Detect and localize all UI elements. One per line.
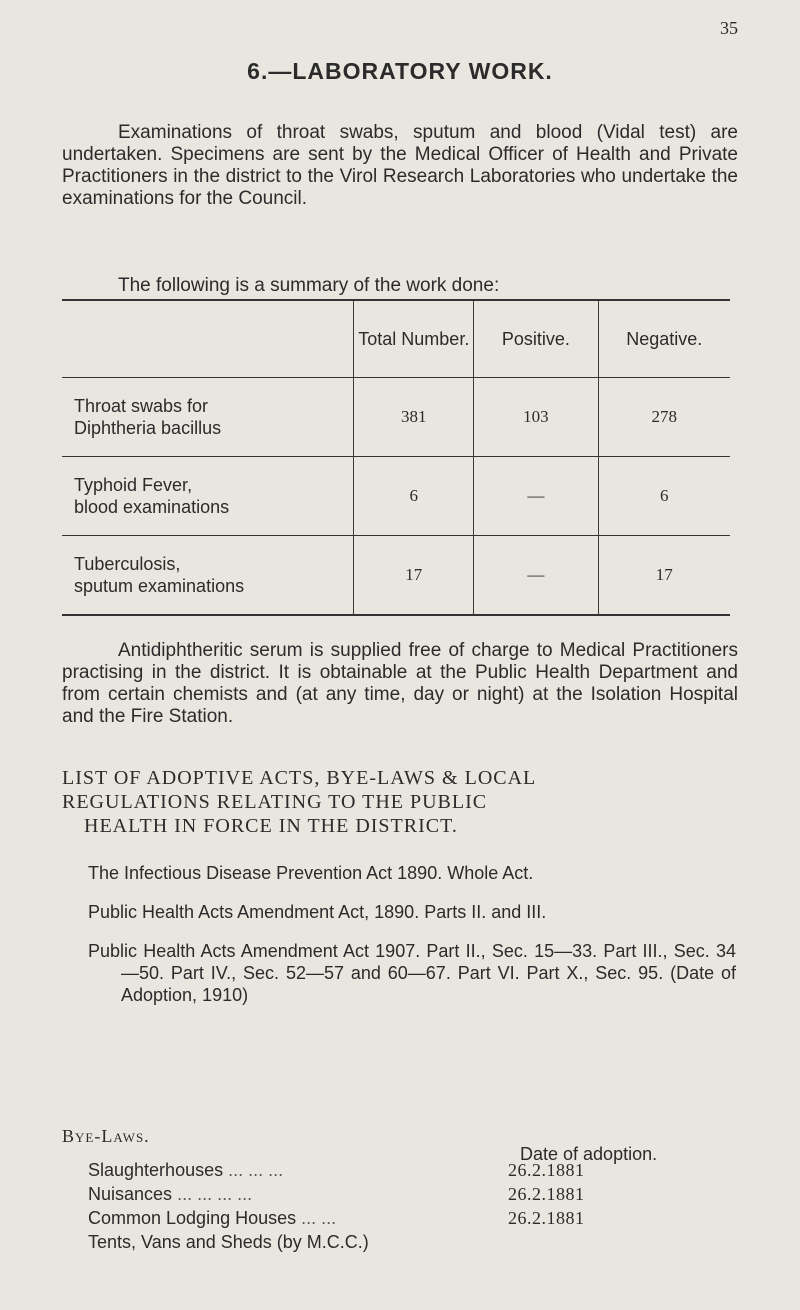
table-row: [62, 378, 730, 457]
table-row: [62, 457, 730, 536]
header-total-number: Total Number.: [354, 300, 474, 378]
row-label: [62, 457, 354, 536]
cell-total: 381: [354, 378, 474, 457]
serum-paragraph: [62, 640, 738, 728]
list-item: Public Health Acts Amendment Act 1907. Part II., Sec. 15—33. Part III., Sec. 34—50. Part IV., Sec. 52—57 and 60—67. Part VI. Part X., Sec. 95. (Date of Adoption, 1910): [88, 941, 736, 1005]
row-label-line: blood examinations: [74, 497, 230, 517]
heading-line: HEALTH IN FORCE IN THE DISTRICT.: [84, 815, 458, 837]
bye-law-name: Tents, Vans and Sheds (by M.C.C.): [88, 1232, 369, 1252]
header-negative: Negative.: [598, 300, 730, 378]
table-row: [62, 536, 730, 616]
adoptive-acts-heading: [62, 766, 738, 838]
list-item: [62, 1182, 738, 1206]
summary-intro: The following is a summary of the work done:: [118, 275, 500, 296]
serum-text: Antidiphtheritic serum is supplied free of charge to Medical Practitioners practising in the district. It is obtainable at the Public Health Department and from certain chemists and (at any time, day or night) at the Isolation Hospital and the Fire Station.: [62, 640, 738, 727]
header-positive: Positive.: [474, 300, 598, 378]
intro-text: Examinations of throat swabs, sputum and blood (Vidal test) are undertaken. Specimens are sent by the Medical Officer of Health and Private Practitioners in the district to the Virol Research Laboratories who undertake the examinations for the Council.: [62, 122, 738, 209]
cell-negative: 6: [598, 457, 730, 536]
row-label: [62, 378, 354, 457]
date-of-adoption-heading: Date of adoption.: [520, 1144, 658, 1164]
section-title: 6.—LABORATORY WORK.: [247, 58, 553, 84]
page-number: 35: [720, 18, 738, 38]
bye-law-name: Nuisances ... ... ... ...: [88, 1184, 253, 1204]
row-label-line: sputum examinations: [74, 576, 245, 596]
cell-positive: —: [474, 536, 598, 616]
list-item: The Infectious Disease Prevention Act 1890. Whole Act.: [88, 863, 534, 883]
cell-positive: —: [474, 457, 598, 536]
list-item: [62, 1230, 738, 1254]
bye-laws-section: [62, 1124, 738, 1254]
bye-law-name: Common Lodging Houses ... ...: [88, 1208, 337, 1228]
bye-law-date: [508, 1230, 688, 1254]
bye-laws-heading: Bye-Laws.: [62, 1126, 150, 1146]
heading-line: REGULATIONS RELATING TO THE PUBLIC: [62, 791, 488, 813]
cell-positive: 103: [474, 378, 598, 457]
cell-negative: 17: [598, 536, 730, 616]
cell-negative: 278: [598, 378, 730, 457]
cell-total: 17: [354, 536, 474, 616]
list-item: Public Health Acts Amendment Act, 1890. Parts II. and III.: [88, 902, 547, 922]
bye-law-name: Slaughterhouses ... ... ...: [88, 1160, 284, 1180]
acts-list: [88, 862, 736, 1023]
bye-law-date: 26.2.1881: [508, 1208, 585, 1228]
row-label-line: Throat swabs for: [74, 396, 209, 416]
laboratory-summary-table: [62, 299, 730, 616]
row-label-line: Diphtheria bacillus: [74, 418, 222, 438]
row-label-line: Tuberculosis,: [74, 554, 181, 574]
header-blank: [62, 300, 354, 378]
bye-laws-list: [62, 1158, 738, 1254]
bye-law-date: 26.2.1881: [508, 1184, 585, 1204]
row-label: [62, 536, 354, 616]
list-item: [62, 1206, 738, 1230]
bye-law-date: 26.2.1881: [508, 1160, 585, 1180]
intro-paragraph: [62, 122, 738, 210]
table-header-row: [62, 300, 730, 378]
row-label-line: Typhoid Fever,: [74, 475, 193, 495]
heading-line: LIST OF ADOPTIVE ACTS, BYE-LAWS & LOCAL: [62, 767, 537, 789]
cell-total: 6: [354, 457, 474, 536]
